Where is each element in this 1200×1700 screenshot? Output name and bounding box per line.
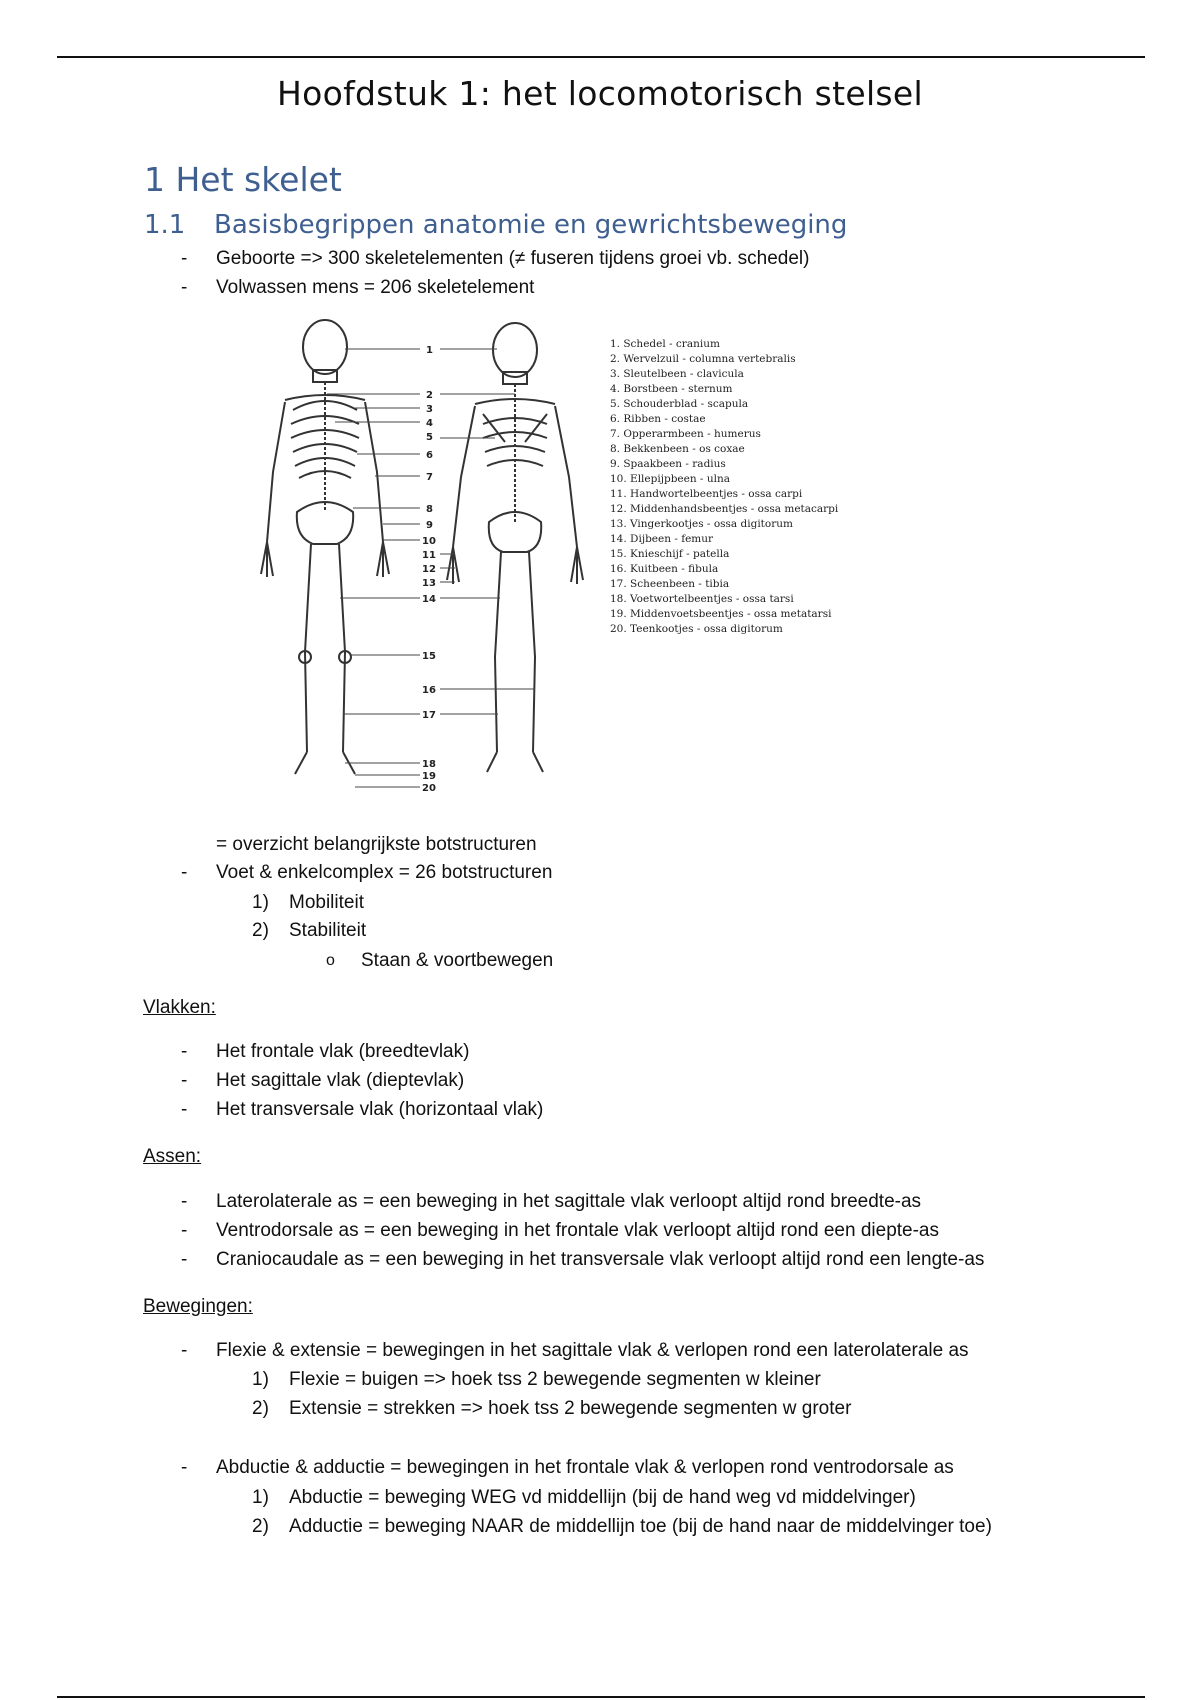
- section-heading-vlakken: Vlakken:: [143, 997, 216, 1018]
- figure-label: 15: [422, 651, 436, 662]
- bullet-mark: -: [181, 862, 188, 883]
- list-number: 2): [252, 1516, 269, 1537]
- figure-label: 10: [422, 536, 436, 547]
- figure-label: 2: [426, 390, 433, 401]
- top-rule: [57, 56, 1145, 58]
- list-number: 1): [252, 1487, 269, 1508]
- figure-label: 9: [426, 520, 433, 531]
- list-item: Abductie = beweging WEG vd middellijn (bij de hand weg vd middelvinger): [289, 1487, 916, 1508]
- figure-label: 7: [426, 472, 433, 483]
- legend-item: 16. Kuitbeen - fibula: [610, 563, 719, 575]
- figure-label: 18: [422, 759, 436, 770]
- bullet-mark: -: [181, 248, 188, 269]
- list-number: 1): [252, 1369, 269, 1390]
- figure-label: 3: [426, 404, 433, 415]
- list-item: Adductie = beweging NAAR de middellijn toe (bij de hand naar de middelvinger toe): [289, 1516, 992, 1537]
- figure-label: 16: [422, 685, 436, 696]
- list-item: Stabiliteit: [289, 920, 367, 941]
- legend-item: 18. Voetwortelbeentjes - ossa tarsi: [610, 593, 794, 605]
- section-heading-assen: Assen:: [143, 1146, 202, 1167]
- figure-label: 5: [426, 432, 433, 443]
- list-item: Geboorte => 300 skeletelementen (≠ fuseren tijdens groei vb. schedel): [216, 248, 810, 269]
- skeleton-figure: [215, 312, 865, 812]
- figure-caption: = overzicht belangrijkste botstructuren: [216, 834, 537, 855]
- figure-label: 1: [426, 345, 433, 356]
- figure-legend: [610, 338, 839, 635]
- section-heading-bewegingen: Bewegingen:: [143, 1296, 253, 1317]
- legend-item: 17. Scheenbeen - tibia: [610, 578, 730, 590]
- bullet-mark: -: [181, 1191, 188, 1212]
- list-item: Flexie & extensie = bewegingen in het sagittale vlak & verlopen rond een laterolaterale as: [216, 1340, 969, 1361]
- sub-bullet-mark: o: [326, 952, 335, 969]
- legend-item: 14. Dijbeen - femur: [610, 533, 714, 545]
- figure-label: 6: [426, 450, 433, 461]
- list-item: Staan & voortbewegen: [361, 950, 554, 971]
- list-item: Ventrodorsale as = een beweging in het frontale vlak verloopt altijd rond een diepte-as: [216, 1220, 940, 1241]
- bullet-mark: -: [181, 1220, 188, 1241]
- list-item: Het frontale vlak (breedtevlak): [216, 1041, 470, 1062]
- heading-2-text: Basisbegrippen anatomie en gewrichtsbeweging: [214, 210, 848, 240]
- legend-item: 15. Knieschijf - patella: [610, 548, 730, 560]
- figure-label: 13: [422, 578, 436, 589]
- list-item: Mobiliteit: [289, 892, 364, 913]
- legend-item: 19. Middenvoetsbeentjes - ossa metatarsi: [610, 608, 832, 620]
- figure-label: 11: [422, 550, 436, 561]
- figure-label: 14: [422, 594, 436, 605]
- bullet-mark: -: [181, 1457, 188, 1478]
- heading-2-number: 1.1: [144, 210, 186, 240]
- legend-item: 20. Teenkootjes - ossa digitorum: [610, 623, 783, 635]
- figure-label-numbers: [422, 345, 436, 794]
- list-item: Volwassen mens = 206 skeletelement: [216, 277, 535, 298]
- heading-2: [144, 210, 847, 240]
- bullet-mark: -: [181, 1249, 188, 1270]
- list-item: Het sagittale vlak (dieptevlak): [216, 1070, 465, 1091]
- skeleton-front-icon: [261, 320, 389, 774]
- list-number: 1): [252, 892, 269, 913]
- legend-item: 9. Spaakbeen - radius: [610, 458, 726, 470]
- bullet-mark: -: [181, 1041, 188, 1062]
- list-item: Flexie = buigen => hoek tss 2 bewegende segmenten w kleiner: [289, 1369, 821, 1390]
- list-number: 2): [252, 920, 269, 941]
- bottom-rule: [57, 1696, 1145, 1698]
- figure-label: 12: [422, 564, 436, 575]
- legend-item: 3. Sleutelbeen - clavicula: [610, 368, 744, 380]
- legend-item: 8. Bekkenbeen - os coxae: [610, 443, 745, 455]
- list-item: Het transversale vlak (horizontaal vlak): [216, 1099, 544, 1120]
- legend-item: 10. Ellepijpbeen - ulna: [610, 473, 730, 485]
- list-item: Laterolaterale as = een beweging in het sagittale vlak verloopt altijd rond breedte-as: [216, 1191, 922, 1212]
- legend-item: 5. Schouderblad - scapula: [610, 398, 749, 410]
- page-title: Hoofdstuk 1: het locomotorisch stelsel: [277, 74, 923, 113]
- bullet-mark: -: [181, 1340, 188, 1361]
- list-item: Abductie & adductie = bewegingen in het frontale vlak & verlopen rond ventrodorsale as: [216, 1457, 954, 1478]
- figure-label: 19: [422, 771, 436, 782]
- legend-item: 4. Borstbeen - sternum: [610, 383, 733, 395]
- legend-item: 1. Schedel - cranium: [610, 338, 720, 350]
- list-item: Craniocaudale as = een beweging in het transversale vlak verloopt altijd rond een lengte-as: [216, 1249, 985, 1270]
- legend-item: 6. Ribben - costae: [610, 413, 706, 425]
- heading-1: 1 Het skelet: [144, 160, 342, 199]
- bullet-mark: -: [181, 277, 188, 298]
- bullet-mark: -: [181, 1099, 188, 1120]
- legend-item: 7. Opperarmbeen - humerus: [610, 428, 761, 440]
- list-number: 2): [252, 1398, 269, 1419]
- legend-item: 11. Handwortelbeentjes - ossa carpi: [610, 488, 803, 500]
- figure-label: 17: [422, 710, 436, 721]
- list-item: Extensie = strekken => hoek tss 2 bewegende segmenten w groter: [289, 1398, 852, 1419]
- skeleton-back-icon: [447, 323, 583, 772]
- bullet-mark: -: [181, 1070, 188, 1091]
- legend-item: 13. Vingerkootjes - ossa digitorum: [610, 518, 793, 530]
- list-item: Voet & enkelcomplex = 26 botstructuren: [216, 862, 553, 883]
- legend-item: 12. Middenhandsbeentjes - ossa metacarpi: [610, 503, 839, 515]
- figure-label: 20: [422, 783, 436, 794]
- legend-item: 2. Wervelzuil - columna vertebralis: [610, 353, 796, 365]
- figure-label: 4: [426, 418, 433, 429]
- figure-label: 8: [426, 504, 433, 515]
